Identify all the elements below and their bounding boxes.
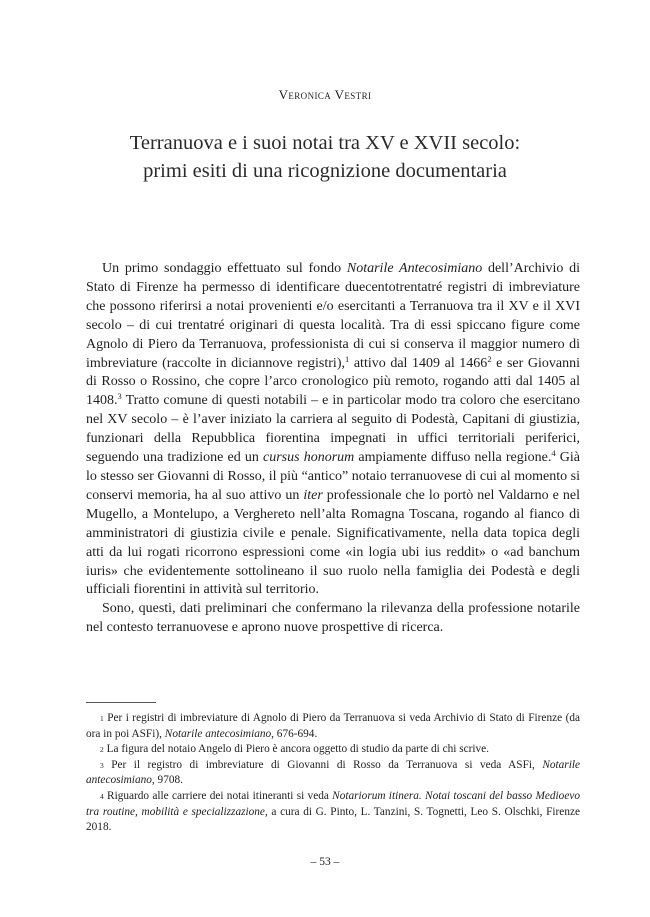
body-paragraph-1: Un primo sondaggio effettuato sul fondo Notarile Antecosimiano dell’Archivio di Stato di Firenze ha permesso di identificare duecentotrentatré registri di imbreviature che possono riferirsi a notai provenienti e/o esercitanti a Terranuova tra il XV e il XVI secolo – di cui trentatré originari di questa località. Tra di essi spiccano figure come Agnolo di Piero da Terranuova, professionista di cui si conserva il maggior numero di imbreviature (raccolte in diciannove registri),$^1$ attivo dal 1409 al 1466$^2$ e ser Giovanni di Rosso o Rossino, che copre l’arco cronologico più remoto, rogando atti dal 1405 al 1408.$^3$ Tratto comune di questi notabili – e in particolar modo tra coloro che esercitano nel XV secolo – è l’aver iniziato la carriera al seguito di Podestà, Capitani di giustizia, funzionari della Repubblica fiorentina impegnati in uffici territoriali periferici, seguendo una tradizione ed un cursus honorum ampiamente diffuso nella regione.$^4$ Già lo stesso ser Giovanni di Rosso, il più “antico” notaio terranuovese di cui al momento si conservi memoria, ha al suo attivo un iter professionale che lo portò nel Valdarno e nel Mugello, a Montelupo, a Verghereto nell’alta Romagna Toscana, rogando al fianco di amministratori di giustizia civile e penale. Significativamente, nella data topica degli atti da lui rogati ricorrono espressioni come «in logia ubi ius reddit» o «ad banchum iuris» che evidentemente sottolineano il suo ruolo nella famiglia dei Podestà e degli ufficiali fiorentini in attività sul territorio. [86,261,581,598]
footnote-separator [86,702,156,703]
footnote-ref-1[interactable]: 1 [345,353,350,364]
body-paragraph-2: Sono, questi, dati preliminari che confermano la rilevanza della professione notarile nel contesto terranuovese e aprono nuove prospettive di ricerca. [86,601,580,636]
title-line-1: Terranuova e i suoi notai tra XV e XVII secolo: [129,132,521,154]
footnote-1: 1 Per i registri di imbreviature di Agnolo di Piero da Terranuova si veda Archivio di Stato di Firenze (da ora in poi ASFi), Notarile antecosimiano, 676-694. [86,712,580,740]
footnote-2: 2 La figura del notaio Angelo di Piero è ancora oggetto di studio da parte di chi scrive. [100,743,489,756]
footnote-3: 3 Per il registro di imbreviature di Giovanni di Rosso da Terranuova si veda ASFi, Notarile antecosimiano, 9708. [86,758,580,787]
page-number: – 53 – [310,856,340,868]
title-line-2: primi esiti di una ricognizione documentaria [143,160,507,182]
footnotes [86,711,580,836]
footnote-ref-2[interactable]: 2 [487,353,492,364]
footnote-4: 4 Riguardo alle carriere dei notai itineranti si veda Notariorum itinera. Notai toscani del basso Medioevo tra routine, mobilità e specializzazione, a cura di G. Pinto, L. Tanzini, S. Tognetti, Leo S. Olschki, Firenze 2018. [86,789,580,834]
article-title [60,129,590,185]
footnote-ref-4[interactable]: 4 [551,448,556,459]
article-body [86,260,580,638]
author-name: Veronica Vestri [278,87,372,102]
footnote-ref-3[interactable]: 3 [117,391,122,402]
